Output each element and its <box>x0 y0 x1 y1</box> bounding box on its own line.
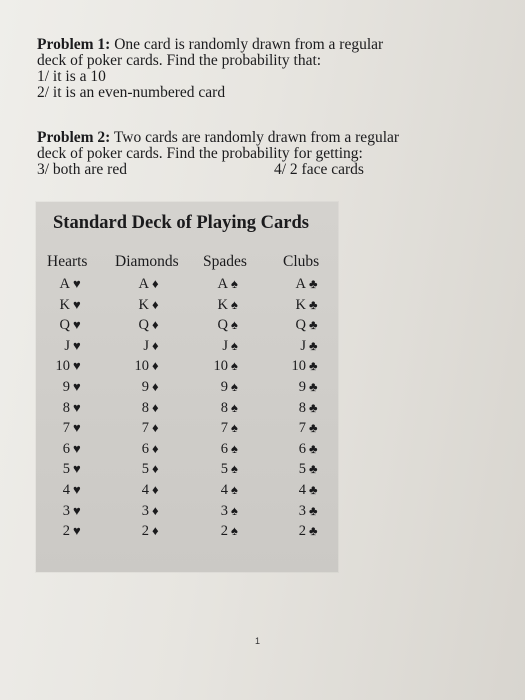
spade-icon: ♠ <box>231 420 238 436</box>
card-hearts-2 <box>48 521 81 542</box>
card-rank: 5 <box>298 461 306 478</box>
card-rank: J <box>143 337 149 354</box>
diamond-icon: ♦ <box>152 420 159 436</box>
card-rank: Q <box>138 317 149 334</box>
spade-icon: ♠ <box>231 461 238 477</box>
card-rank: J <box>64 337 70 354</box>
problem-1-item-1: 1/ it is a 10 <box>37 68 106 85</box>
card-spades-4 <box>208 480 238 501</box>
diamond-icon: ♦ <box>152 337 159 353</box>
spade-icon: ♠ <box>231 296 238 312</box>
card-rank: J <box>300 337 306 354</box>
heart-icon: ♥ <box>73 358 81 374</box>
card-rank: 5 <box>62 461 70 478</box>
heart-icon: ♥ <box>73 276 81 291</box>
card-clubs-9 <box>286 377 318 398</box>
heart-icon: ♥ <box>73 481 81 497</box>
card-clubs-10 <box>286 356 318 377</box>
diamond-icon: ♦ <box>152 502 159 518</box>
card-clubs-4 <box>286 480 318 501</box>
card-rank: 10 <box>55 358 70 375</box>
hearts-column <box>48 274 81 542</box>
card-spades-q <box>208 315 238 336</box>
card-rank: 4 <box>141 481 149 498</box>
problem-1-second-line: deck of poker cards. Find the probability that: <box>37 52 322 69</box>
card-rank: 7 <box>220 420 228 437</box>
card-diamonds-6 <box>127 439 159 460</box>
card-hearts-8 <box>48 398 81 419</box>
card-rank: 9 <box>298 378 306 395</box>
card-hearts-6 <box>48 439 81 460</box>
diamond-icon: ♦ <box>152 481 159 497</box>
problem-1-heading: Problem 1: <box>37 36 111 53</box>
card-rank: 6 <box>298 440 306 457</box>
problem-2-heading: Problem 2: <box>37 129 111 146</box>
club-icon: ♣ <box>309 296 318 312</box>
clubs-column <box>286 274 318 542</box>
card-diamonds-3 <box>127 501 159 522</box>
column-header-clubs: Clubs <box>283 253 320 270</box>
card-rank: 10 <box>213 358 228 375</box>
card-rank: Q <box>295 317 306 334</box>
card-rank: 2 <box>141 523 149 540</box>
problem-2-item-4: 4/ 2 face cards <box>274 161 364 178</box>
spade-icon: ♠ <box>231 276 238 291</box>
club-icon: ♣ <box>309 337 318 353</box>
spade-icon: ♠ <box>231 317 238 333</box>
problem-1-first-line <box>37 37 383 53</box>
spade-icon: ♠ <box>231 481 238 497</box>
spade-icon: ♠ <box>231 440 238 456</box>
heart-icon: ♥ <box>73 420 81 436</box>
card-rank: 4 <box>298 481 306 498</box>
card-spades-3 <box>208 501 238 522</box>
diamond-icon: ♦ <box>152 296 159 312</box>
diamond-icon: ♦ <box>152 461 159 477</box>
problem-1 <box>37 37 383 101</box>
deck-title: Standard Deck of Playing Cards <box>53 213 309 233</box>
card-clubs-q <box>286 315 318 336</box>
card-clubs-6 <box>286 439 318 460</box>
card-clubs-j <box>286 336 318 357</box>
spade-icon: ♠ <box>231 358 238 374</box>
card-spades-8 <box>208 398 238 419</box>
club-icon: ♣ <box>309 420 318 436</box>
card-rank: 4 <box>220 481 228 498</box>
diamond-icon: ♦ <box>152 276 159 291</box>
card-rank: 2 <box>298 523 306 540</box>
card-rank: 10 <box>134 358 149 375</box>
problem-1-text: One card is randomly drawn from a regular <box>110 36 384 53</box>
card-clubs-3 <box>286 501 318 522</box>
diamond-icon: ♦ <box>152 317 159 333</box>
card-rank: 2 <box>62 523 70 540</box>
card-clubs-5 <box>286 459 318 480</box>
card-hearts-4 <box>48 480 81 501</box>
card-rank: 9 <box>141 378 149 395</box>
heart-icon: ♥ <box>73 399 81 415</box>
spade-icon: ♠ <box>231 399 238 415</box>
card-diamonds-q <box>127 315 159 336</box>
card-spades-9 <box>208 377 238 398</box>
club-icon: ♣ <box>309 440 318 456</box>
club-icon: ♣ <box>309 502 318 518</box>
club-icon: ♣ <box>309 523 318 539</box>
card-diamonds-5 <box>127 459 159 480</box>
club-icon: ♣ <box>309 317 318 333</box>
card-rank: 8 <box>298 399 306 416</box>
card-hearts-j <box>48 336 81 357</box>
card-rank: 7 <box>141 420 149 437</box>
card-spades-2 <box>208 521 238 542</box>
card-hearts-5 <box>48 459 81 480</box>
problem-2-item-3: 3/ both are red <box>37 161 127 178</box>
heart-icon: ♥ <box>73 440 81 456</box>
card-rank: Q <box>217 317 228 334</box>
card-spades-5 <box>208 459 238 480</box>
card-clubs-7 <box>286 418 318 439</box>
card-rank: 5 <box>141 461 149 478</box>
card-spades-k <box>208 295 238 316</box>
deck-reference-table <box>36 202 338 572</box>
card-rank: A <box>217 276 228 292</box>
card-rank: 8 <box>141 399 149 416</box>
card-rank: 7 <box>62 420 70 437</box>
card-hearts-3 <box>48 501 81 522</box>
card-rank: 9 <box>220 378 228 395</box>
card-spades-7 <box>208 418 238 439</box>
card-diamonds-4 <box>127 480 159 501</box>
card-rank: J <box>222 337 228 354</box>
column-header-diamonds: Diamonds <box>115 253 179 270</box>
card-rank: K <box>138 296 149 313</box>
club-icon: ♣ <box>309 481 318 497</box>
problem-2-text: Two cards are randomly drawn from a regular <box>110 129 400 146</box>
card-rank: 7 <box>298 420 306 437</box>
diamond-icon: ♦ <box>152 399 159 415</box>
heart-icon: ♥ <box>73 378 81 394</box>
club-icon: ♣ <box>309 276 318 291</box>
card-rank: 8 <box>62 399 70 416</box>
card-rank: 3 <box>220 502 228 519</box>
card-diamonds-j <box>127 336 159 357</box>
heart-icon: ♥ <box>73 523 81 539</box>
card-rank: 8 <box>220 399 228 416</box>
card-diamonds-7 <box>127 418 159 439</box>
heart-icon: ♥ <box>73 337 81 353</box>
card-spades-j <box>208 336 238 357</box>
diamonds-column <box>127 274 159 542</box>
card-rank: 6 <box>141 440 149 457</box>
diamond-icon: ♦ <box>152 523 159 539</box>
card-clubs-a <box>286 274 318 295</box>
diamond-icon: ♦ <box>152 378 159 394</box>
column-header-hearts: Hearts <box>47 253 88 270</box>
spade-icon: ♠ <box>231 378 238 394</box>
card-diamonds-a <box>127 274 159 295</box>
heart-icon: ♥ <box>73 502 81 518</box>
club-icon: ♣ <box>309 461 318 477</box>
card-diamonds-9 <box>127 377 159 398</box>
problem-2-first-line <box>37 130 399 146</box>
column-header-spades: Spades <box>203 253 247 270</box>
problem-2-second-line: deck of poker cards. Find the probability for getting: <box>37 145 363 162</box>
card-spades-6 <box>208 439 238 460</box>
diamond-icon: ♦ <box>152 358 159 374</box>
club-icon: ♣ <box>309 399 318 415</box>
card-diamonds-8 <box>127 398 159 419</box>
spade-icon: ♠ <box>231 523 238 539</box>
problem-2 <box>37 130 399 178</box>
card-rank: Q <box>59 317 70 334</box>
heart-icon: ♥ <box>73 461 81 477</box>
page-number: 1 <box>255 636 261 646</box>
card-rank: 3 <box>141 502 149 519</box>
problem-1-item-2: 2/ it is an even-numbered card <box>37 84 226 101</box>
card-rank: 10 <box>291 358 306 375</box>
card-rank: 9 <box>62 378 70 395</box>
card-clubs-8 <box>286 398 318 419</box>
spade-icon: ♠ <box>231 337 238 353</box>
heart-icon: ♥ <box>73 296 81 312</box>
card-rank: 6 <box>220 440 228 457</box>
card-hearts-a <box>48 274 81 295</box>
card-rank: 6 <box>62 440 70 457</box>
diamond-icon: ♦ <box>152 440 159 456</box>
card-diamonds-k <box>127 295 159 316</box>
card-rank: A <box>295 276 306 292</box>
card-hearts-q <box>48 315 81 336</box>
card-spades-a <box>208 274 238 295</box>
club-icon: ♣ <box>309 378 318 394</box>
club-icon: ♣ <box>309 358 318 374</box>
card-clubs-k <box>286 295 318 316</box>
card-rank: 5 <box>220 461 228 478</box>
card-rank: 2 <box>220 523 228 540</box>
card-hearts-7 <box>48 418 81 439</box>
spade-icon: ♠ <box>231 502 238 518</box>
card-rank: 3 <box>298 502 306 519</box>
card-rank: 4 <box>62 481 70 498</box>
problem-2-items-row <box>37 162 399 178</box>
card-rank: 3 <box>62 502 70 519</box>
card-spades-10 <box>208 356 238 377</box>
card-hearts-10 <box>48 356 81 377</box>
card-rank: K <box>295 296 306 313</box>
card-diamonds-10 <box>127 356 159 377</box>
card-hearts-k <box>48 295 81 316</box>
heart-icon: ♥ <box>73 317 81 333</box>
card-hearts-9 <box>48 377 81 398</box>
card-rank: A <box>59 276 70 292</box>
card-rank: K <box>217 296 228 313</box>
spades-column <box>208 274 238 542</box>
card-clubs-2 <box>286 521 318 542</box>
card-diamonds-2 <box>127 521 159 542</box>
card-rank: A <box>138 276 149 292</box>
card-rank: K <box>59 296 70 313</box>
